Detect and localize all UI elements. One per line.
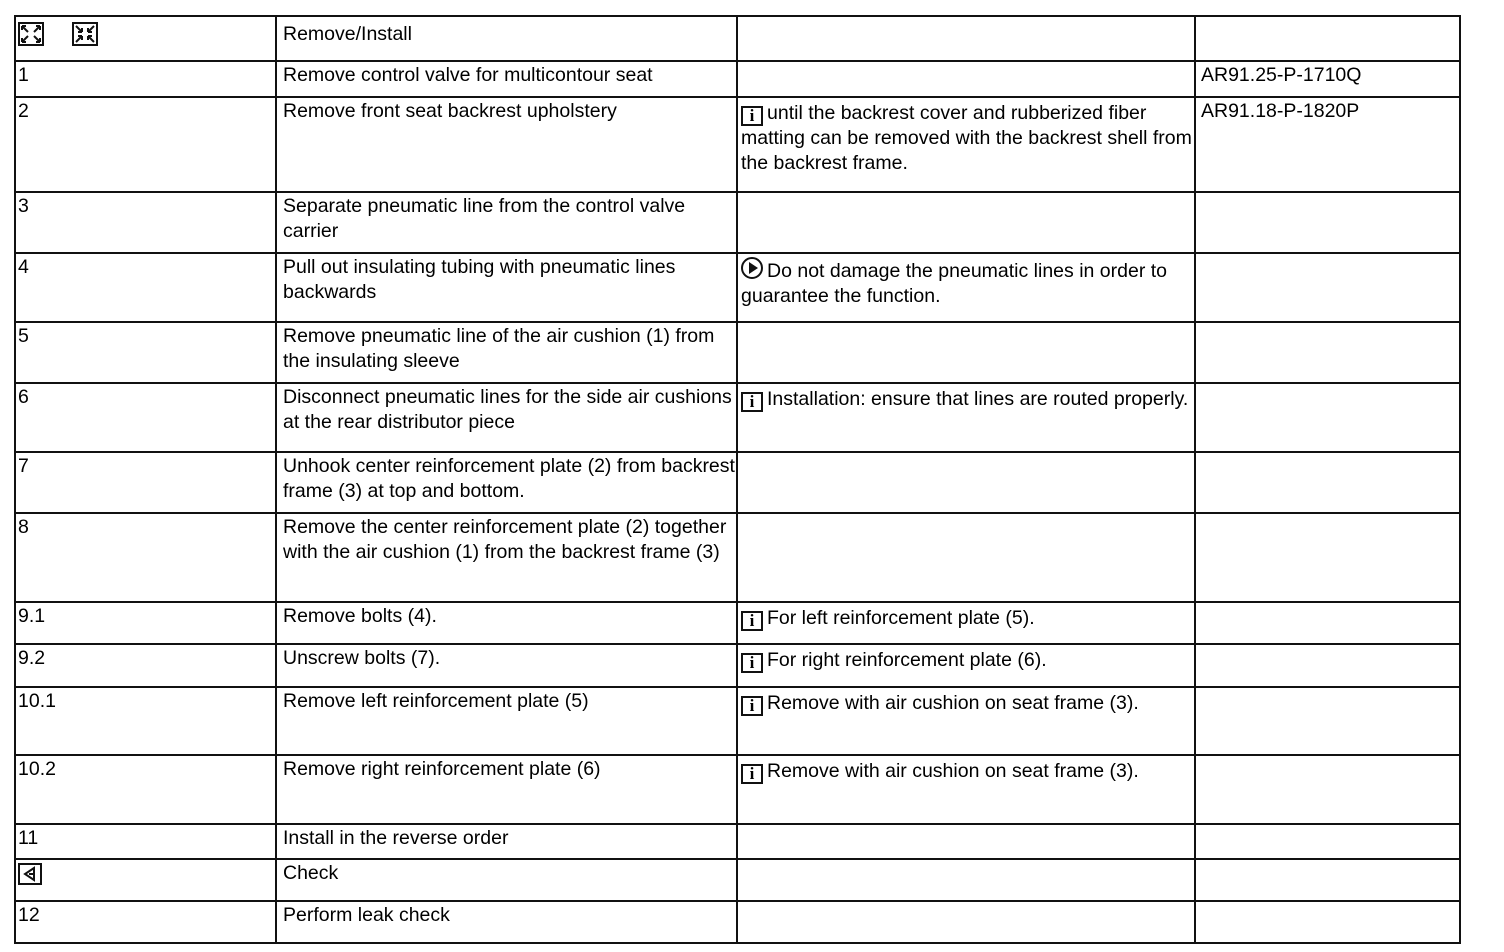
reference-link [1195,383,1460,452]
reference-link [1195,602,1460,644]
step-cell [15,383,276,452]
note-text: For left reinforcement plate (5). [767,607,1035,629]
reference-link [1195,755,1460,824]
step-number: 6 [18,386,29,408]
table-row [15,192,1460,253]
note-cell [737,452,1195,513]
reference-link [1195,824,1460,859]
header-op: Remove/Install [276,16,737,61]
check-icon [18,863,42,885]
step-number: 5 [18,325,29,347]
info-icon: i [741,611,763,631]
note-cell [737,687,1195,755]
info-icon: i [741,392,763,412]
step-cell [15,901,276,943]
table-row [15,687,1460,755]
step-cell [15,322,276,383]
header-icons-cell [15,16,276,61]
note-cell [737,602,1195,644]
operation-text: Unscrew bolts (7). [276,644,737,687]
step-cell [15,602,276,644]
reference-link [1195,687,1460,755]
assemble-icon [72,22,98,46]
reference-link [1195,452,1460,513]
step-number: 8 [18,516,29,538]
step-cell [15,97,276,192]
reference-link[interactable]: AR91.25-P-1710Q [1195,61,1460,97]
note-cell [737,644,1195,687]
step-number: 2 [18,100,29,122]
note-cell [737,513,1195,602]
reference-link [1195,253,1460,322]
operation-text: Remove the center reinforcement plate (2) together with the air cushion (1) from the backrest frame (3) [276,513,737,602]
table-row [15,824,1460,859]
step-number: 3 [18,195,29,217]
reference-link [1195,192,1460,253]
operation-text: Unhook center reinforcement plate (2) from backrest frame (3) at top and bottom. [276,452,737,513]
table-row [15,452,1460,513]
operation-text: Install in the reverse order [276,824,737,859]
step-number: 12 [18,904,40,926]
step-number: 11 [18,827,39,849]
table-row [15,322,1460,383]
header-note [737,16,1195,61]
step-cell [15,61,276,97]
procedure-table [14,15,1461,944]
note-cell [737,253,1195,322]
step-cell [15,452,276,513]
info-icon: i [741,764,763,784]
step-number: 10.1 [18,690,56,712]
step-number: 7 [18,455,29,477]
step-cell [15,253,276,322]
operation-text: Separate pneumatic line from the control valve carrier [276,192,737,253]
note-text: until the backrest cover and rubberized fiber matting can be removed with the backrest shell from the backrest frame. [741,102,1192,174]
note-text: For right reinforcement plate (6). [767,649,1047,671]
table-row [15,61,1460,97]
reference-link [1195,859,1460,901]
note-cell [737,192,1195,253]
info-icon: i [741,696,763,716]
operation-text: Pull out insulating tubing with pneumatic lines backwards [276,253,737,322]
step-number: 4 [18,256,29,278]
operation-text: Remove pneumatic line of the air cushion (1) from the insulating sleeve [276,322,737,383]
step-cell [15,859,276,901]
reference-link [1195,901,1460,943]
reference-link [1195,513,1460,602]
note-text: Installation: ensure that lines are routed properly. [767,388,1189,410]
note-text: Do not damage the pneumatic lines in order to guarantee the function. [741,260,1167,307]
operation-text: Check [276,859,737,901]
step-cell [15,687,276,755]
note-cell [737,322,1195,383]
step-number: 10.2 [18,758,56,780]
table-row [15,513,1460,602]
step-cell [15,755,276,824]
operation-text: Remove front seat backrest upholstery [276,97,737,192]
table-row [15,755,1460,824]
table-row [15,644,1460,687]
step-number: 1 [18,64,29,86]
step-number: 9.2 [18,647,46,669]
table-row [15,383,1460,452]
note-cell [737,901,1195,943]
step-cell [15,824,276,859]
operation-text: Perform leak check [276,901,737,943]
header-row [15,16,1460,61]
operation-text: Remove bolts (4). [276,602,737,644]
header-ref [1195,16,1460,61]
note-cell [737,97,1195,192]
table-row [15,253,1460,322]
note-cell [737,61,1195,97]
step-cell [15,513,276,602]
operation-text: Remove control valve for multicontour seat [276,61,737,97]
step-number: 9.1 [18,605,46,627]
reference-link [1195,322,1460,383]
table-row [15,97,1460,192]
disassemble-icon [18,22,44,46]
note-text: Remove with air cushion on seat frame (3). [767,692,1139,714]
table-row [15,602,1460,644]
operation-text: Remove left reinforcement plate (5) [276,687,737,755]
caution-icon [741,257,763,279]
note-cell [737,755,1195,824]
note-text: Remove with air cushion on seat frame (3). [767,760,1139,782]
note-cell [737,824,1195,859]
step-cell [15,644,276,687]
reference-link[interactable]: AR91.18-P-1820P [1195,97,1460,192]
reference-link [1195,644,1460,687]
operation-text: Remove right reinforcement plate (6) [276,755,737,824]
table-row [15,901,1460,943]
note-cell [737,383,1195,452]
info-icon: i [741,653,763,673]
info-icon: i [741,106,763,126]
operation-text: Disconnect pneumatic lines for the side air cushions at the rear distributor piece [276,383,737,452]
step-cell [15,192,276,253]
table-row [15,859,1460,901]
note-cell [737,859,1195,901]
